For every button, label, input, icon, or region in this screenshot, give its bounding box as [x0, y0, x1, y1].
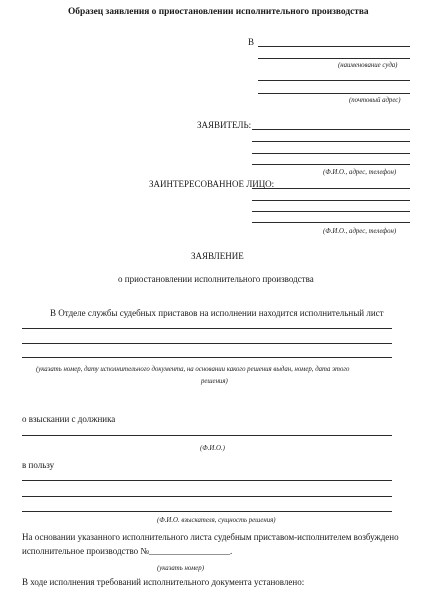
- claimant-line: [22, 480, 392, 481]
- applicant-line: [252, 153, 410, 154]
- applicant-line: [252, 129, 410, 130]
- document-title: Образец заявления о приостановлении исполнительного производства: [68, 7, 369, 17]
- interested-person-label: ЗАИНТЕРЕСОВАННОЕ ЛИЦО:: [149, 179, 275, 189]
- para-proceedings-line2: [22, 547, 232, 556]
- interested-person-line: [252, 211, 410, 212]
- interested-person-line: [252, 188, 410, 189]
- writ-details-line: [22, 328, 392, 329]
- proceedings-number-blank: __________________.: [148, 546, 233, 556]
- court-name-note: (наименование суда): [338, 62, 398, 69]
- debtor-note: (Ф.И.О.): [200, 445, 225, 452]
- postal-address-line: [258, 93, 410, 94]
- claimant-note: (Ф.И.О. взыскателя, сущность решения): [157, 517, 276, 524]
- proceedings-number-label: исполнительное производство №: [22, 546, 149, 556]
- postal-address-note: (почтовый адрес): [349, 97, 401, 104]
- interested-person-line: [252, 200, 410, 201]
- para-proceedings-line1: На основании указанного исполнительного листа судебным приставом-исполнителем возбуждено: [22, 532, 399, 542]
- writ-details-note-line2: решения): [201, 378, 228, 385]
- debtor-text: о взыскании с должника: [22, 414, 116, 424]
- court-prefix: В: [248, 37, 255, 47]
- applicant-label: ЗАЯВИТЕЛЬ:: [197, 120, 252, 130]
- debtor-line: [22, 435, 392, 436]
- statement-subheading: о приостановлении исполнительного производства: [118, 274, 314, 284]
- favor-text: в пользу: [22, 460, 55, 470]
- postal-address-line: [258, 80, 410, 81]
- para-findings: В ходе исполнения требований исполнительного документа установлено:: [22, 577, 305, 587]
- applicant-line: [252, 164, 410, 165]
- statement-heading: ЗАЯВЛЕНИЕ: [191, 251, 244, 261]
- claimant-line: [22, 511, 392, 512]
- proceedings-number-note: (указать номер): [157, 565, 204, 572]
- court-name-line: [258, 46, 410, 47]
- para-writ-intro: В Отделе службы судебных приставов на исполнении находится исполнительный лист: [50, 308, 384, 318]
- applicant-line: [252, 141, 410, 142]
- applicant-note: (Ф.И.О., адрес, телефон): [323, 169, 397, 176]
- interested-person-line: [252, 222, 410, 223]
- interested-person-note: (Ф.И.О., адрес, телефон): [323, 228, 397, 235]
- writ-details-note-line1: (указать номер, дату исполнительного документа, на основании какого решения выдан, номер, дата этого: [36, 366, 350, 373]
- claimant-line: [22, 496, 392, 497]
- writ-details-line: [22, 343, 392, 344]
- court-name-line: [258, 58, 410, 59]
- writ-details-line: [22, 357, 392, 358]
